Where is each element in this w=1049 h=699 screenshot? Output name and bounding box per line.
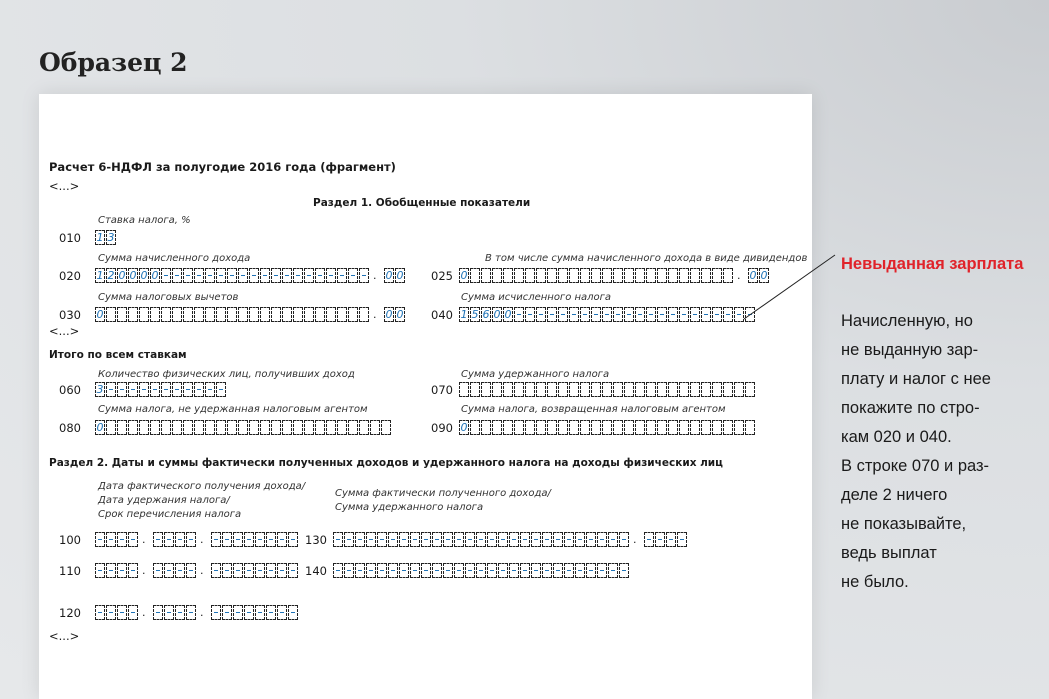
line-code-040: 040 [431,308,453,322]
digit-cell: 6 [482,308,490,321]
line-code-030: 030 [59,308,81,322]
digit-cell: 0 [140,269,148,282]
label-060: Количество физических лиц, получивших доход [98,369,355,380]
label-080: Сумма налога, не удержанная налоговым агентом [98,404,368,415]
decimal-separator: . [373,308,377,321]
section2-title: Раздел 2. Даты и суммы фактически полученных доходов и удержанного налога на доходы физических лиц [49,457,723,469]
label-section2-dates-1: Дата фактического получения дохода/ [98,481,306,492]
digit-cell: 0 [96,308,104,321]
line-code-025: 025 [431,269,453,283]
digit-cell: 0 [760,269,768,282]
annotation-line: ведь выплат [841,544,937,562]
section1-title: Раздел 1. Обобщенные показатели [313,197,531,209]
digit-cell: 5 [471,308,479,321]
label-section2-sums-1: Сумма фактически полученного дохода/ [335,488,551,499]
digit-cell: 0 [396,269,404,282]
annotation-line: кам 020 и 040. [841,428,952,446]
ellipsis-mid: <...> [49,324,80,338]
totals-title: Итого по всем ставкам [49,349,187,361]
digit-cell: 0 [460,269,468,282]
annotation-line: деле 2 ничего [841,486,948,504]
digit-cell: 0 [749,269,757,282]
digit-cell: 2 [107,269,115,282]
digit-cell: 1 [460,308,468,321]
label-section2-dates-2: Дата удержания налога/ [98,495,230,506]
label-030: Сумма налоговых вычетов [98,292,239,303]
digit-cell: 0 [129,269,137,282]
line-code-020: 020 [59,269,81,283]
label-070: Сумма удержанного налога [461,369,610,380]
ellipsis-bottom: <...> [49,629,80,643]
line-code-110: 110 [59,564,81,578]
line-code-070: 070 [431,383,453,397]
digit-cell: 3 [96,383,104,396]
annotation-body [841,307,1041,597]
digit-cell: 0 [96,421,104,434]
line-code-090: 090 [431,421,453,435]
annotation-line: не было. [841,573,909,591]
digit-cell: 1 [96,269,104,282]
line-code-010: 010 [59,231,81,245]
line-code-120: 120 [59,606,81,620]
decimal-separator: . [737,269,741,282]
line-code-080: 080 [59,421,81,435]
digit-cell: 0 [118,269,126,282]
annotation-line: Начисленную, но [841,312,973,330]
digit-cell: 1 [96,231,104,244]
ellipsis-top: <...> [49,179,80,193]
line-code-140: 140 [305,564,327,578]
label-090: Сумма налога, возвращенная налоговым агентом [461,404,726,415]
decimal-separator: . [142,533,146,546]
digit-cell: 0 [385,269,393,282]
line-code-130: 130 [305,533,327,547]
digit-cell: 0 [460,421,468,434]
label-040: Сумма исчисленного налога [461,292,612,303]
decimal-separator: . [142,564,146,577]
digit-cell: 0 [504,308,512,321]
decimal-separator: . [200,564,204,577]
annotation-title: Невыданная зарплата [841,255,1024,273]
digit-cell: 3 [107,231,115,244]
document-title: Расчет 6-НДФЛ за полугодие 2016 года (фрагмент) [49,160,396,174]
page-heading: Образец 2 [39,48,188,77]
decimal-separator: . [200,533,204,546]
annotation-line: не показывайте, [841,515,967,533]
label-section2-sums-2: Сумма удержанного налога [335,502,484,513]
decimal-separator: . [142,606,146,619]
digit-cell: 0 [396,308,404,321]
annotation-line: плату и налог с нее [841,370,991,388]
annotation-line: не выданную зар- [841,341,979,359]
label-section2-dates-3: Срок перечисления налога [98,509,242,520]
line-code-060: 060 [59,383,81,397]
label-020: Сумма начисленного дохода [98,253,251,264]
decimal-separator: . [633,533,637,546]
decimal-separator: . [373,269,377,282]
label-010: Ставка налога, % [98,215,191,226]
annotation-line: покажите по стро- [841,399,980,417]
annotation-line: В строке 070 и раз- [841,457,990,475]
decimal-separator: . [200,606,204,619]
label-025: В том числе сумма начисленного дохода в виде дивидендов [485,253,808,264]
digit-cell: 0 [385,308,393,321]
digit-cell: 0 [151,269,159,282]
line-code-100: 100 [59,533,81,547]
digit-cell: 0 [493,308,501,321]
